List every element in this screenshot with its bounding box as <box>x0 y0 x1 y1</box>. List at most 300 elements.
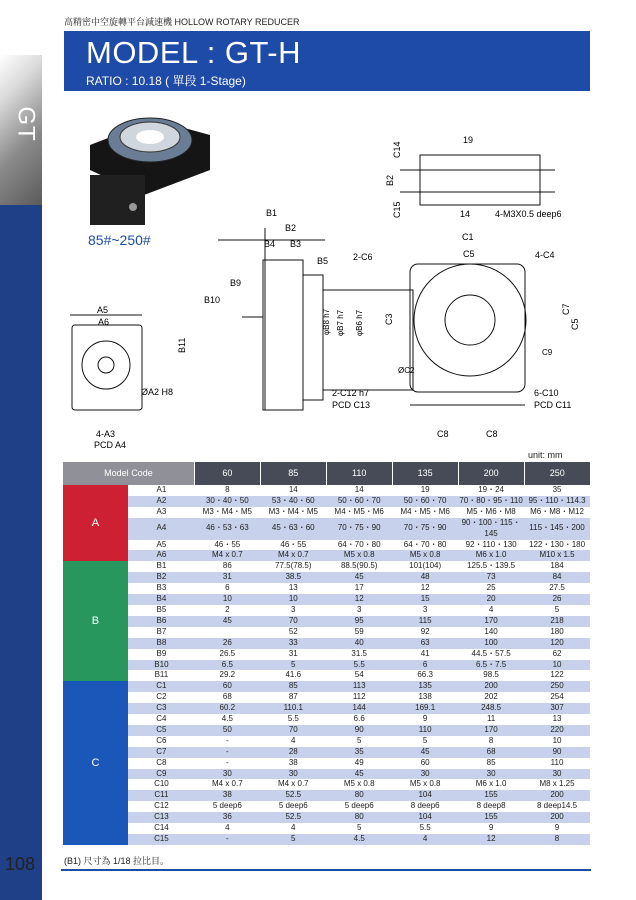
table-cell: 3 <box>326 605 392 616</box>
table-cell: 30・40・50 <box>194 496 260 507</box>
table-cell: 12 <box>326 594 392 605</box>
table-cell: 45 <box>194 616 260 627</box>
table-cell: 88.5(90.5) <box>326 561 392 572</box>
table-cell: 70・75・90 <box>392 518 458 540</box>
row-code: C12 <box>128 801 194 812</box>
table-cell: 35 <box>524 485 590 496</box>
table-cell: 2 <box>194 605 260 616</box>
table-row <box>63 572 591 583</box>
model-title: MODEL : GT-H <box>86 35 301 70</box>
table-cell: M8 x 1.25 <box>524 779 590 790</box>
table-cell: 122・130・180 <box>524 540 590 551</box>
table-cell: 38 <box>260 758 326 769</box>
table-cell: 138 <box>392 692 458 703</box>
table-cell: 4 <box>194 823 260 834</box>
table-cell: 45 <box>326 769 392 780</box>
row-code: A6 <box>128 550 194 561</box>
sidebar-blue-strip <box>0 205 42 900</box>
svg-text:19: 19 <box>463 135 474 145</box>
table-cell: 90 <box>326 725 392 736</box>
svg-text:ØC2: ØC2 <box>398 366 415 375</box>
table-cell: 30 <box>260 769 326 780</box>
row-code: B3 <box>128 583 194 594</box>
table-row <box>63 507 591 518</box>
svg-text:A5: A5 <box>97 305 109 315</box>
table-row <box>63 801 591 812</box>
row-code: A3 <box>128 507 194 518</box>
row-code: A2 <box>128 496 194 507</box>
table-cell: 26 <box>524 594 590 605</box>
svg-text:C9: C9 <box>542 348 553 357</box>
table-cell: 38.5 <box>260 572 326 583</box>
row-code: C10 <box>128 779 194 790</box>
table-cell: 26.5 <box>194 649 260 660</box>
table-cell: 135 <box>392 681 458 692</box>
svg-text:φB8 h7: φB8 h7 <box>322 308 331 335</box>
table-cell: 4 <box>392 834 458 845</box>
table-cell: 92 <box>392 627 458 638</box>
table-cell: 170 <box>458 616 524 627</box>
table-cell: 52.5 <box>260 790 326 801</box>
table-row <box>63 660 591 671</box>
column-135: 135 <box>392 462 458 485</box>
table-cell: 30 <box>194 769 260 780</box>
table-cell: 44.5・57.5 <box>458 649 524 660</box>
table-cell: - <box>194 834 260 845</box>
group-label: C <box>63 681 129 845</box>
table-row <box>63 627 591 638</box>
svg-text:PCD C11: PCD C11 <box>534 400 572 410</box>
table-cell: 40 <box>326 638 392 649</box>
table-cell: 63 <box>392 638 458 649</box>
table-cell: 70 <box>260 616 326 627</box>
table-row <box>63 583 591 594</box>
svg-text:4-C4: 4-C4 <box>535 250 555 260</box>
table-cell: 144 <box>326 703 392 714</box>
table-cell: 10 <box>524 660 590 671</box>
product-subtitle: 高精密中空旋轉平台減速機 HOLLOW ROTARY REDUCER <box>64 17 300 27</box>
table-row <box>63 747 591 758</box>
row-code: C13 <box>128 812 194 823</box>
svg-text:B9: B9 <box>230 278 242 288</box>
row-code: C8 <box>128 758 194 769</box>
row-code: C6 <box>128 736 194 747</box>
table-cell: 12 <box>392 583 458 594</box>
group-label: A <box>63 485 129 561</box>
table-cell: 70・75・90 <box>326 518 392 540</box>
column-110: 110 <box>326 462 392 485</box>
table-cell: 110.1 <box>260 703 326 714</box>
table-cell: 60.2 <box>194 703 260 714</box>
table-row <box>63 703 591 714</box>
table-row <box>63 779 591 790</box>
table-cell: 4.5 <box>194 714 260 725</box>
svg-text:B4: B4 <box>264 239 276 249</box>
table-cell: 5 <box>392 736 458 747</box>
svg-text:4-A3: 4-A3 <box>96 429 116 439</box>
svg-text:2-C6: 2-C6 <box>353 252 373 262</box>
table-row <box>63 594 591 605</box>
table-cell: 5 <box>260 660 326 671</box>
table-cell: M10 x 1.5 <box>524 550 590 561</box>
table-cell: M4 x 0.7 <box>260 779 326 790</box>
column-200: 200 <box>458 462 524 485</box>
svg-text:C14: C14 <box>392 141 402 158</box>
table-cell: 170 <box>458 725 524 736</box>
table-cell: 112 <box>326 692 392 703</box>
table-cell: 41.6 <box>260 670 326 681</box>
page-number: 108 <box>5 854 36 874</box>
table-cell: 10 <box>260 594 326 605</box>
table-cell: 84 <box>524 572 590 583</box>
row-code: B11 <box>128 670 194 681</box>
table-cell: 45・63・60 <box>260 518 326 540</box>
column-250: 250 <box>524 462 590 485</box>
row-code: B6 <box>128 616 194 627</box>
table-cell: 98.5 <box>458 670 524 681</box>
svg-text:6-C10: 6-C10 <box>534 388 559 398</box>
table-row <box>63 725 591 736</box>
table-cell: 5 <box>326 736 392 747</box>
table-cell: 38 <box>194 790 260 801</box>
table-cell: M6 x 1.0 <box>458 550 524 561</box>
table-cell: 70 <box>260 725 326 736</box>
table-row <box>63 714 591 725</box>
table-cell: 31.5 <box>326 649 392 660</box>
table-row <box>63 496 591 507</box>
table-cell: 8 deep8 <box>458 801 524 812</box>
row-code: C2 <box>128 692 194 703</box>
column-85: 85 <box>260 462 326 485</box>
table-cell: 46・55 <box>194 540 260 551</box>
table-cell: 155 <box>458 790 524 801</box>
table-cell: M5 x 0.8 <box>392 550 458 561</box>
table-cell: 95・110・114.3 <box>524 496 590 507</box>
table-cell: 50 <box>194 725 260 736</box>
table-cell: 155 <box>458 812 524 823</box>
table-cell: 53・40・60 <box>260 496 326 507</box>
table-cell: 202 <box>458 692 524 703</box>
table-cell: M4 x 0.7 <box>194 779 260 790</box>
group-label: B <box>63 561 129 681</box>
row-code: B1 <box>128 561 194 572</box>
table-cell: M5 x 0.8 <box>392 779 458 790</box>
svg-text:B11: B11 <box>177 337 187 353</box>
column-60: 60 <box>194 462 260 485</box>
table-cell: 27.5 <box>524 583 590 594</box>
table-cell: M6 x 1.0 <box>458 779 524 790</box>
table-cell: 6.5・7.5 <box>458 660 524 671</box>
table-cell: 4 <box>260 823 326 834</box>
table-cell: 31 <box>260 649 326 660</box>
table-row <box>63 823 591 834</box>
svg-text:C7: C7 <box>561 303 571 315</box>
table-cell: 5.5 <box>392 823 458 834</box>
product-illustration <box>90 118 210 225</box>
table-cell: 254 <box>524 692 590 703</box>
svg-text:4-M3X0.5 deep6: 4-M3X0.5 deep6 <box>495 209 562 219</box>
row-code: C4 <box>128 714 194 725</box>
table-cell: 3 <box>392 605 458 616</box>
table-row <box>63 812 591 823</box>
row-code: B4 <box>128 594 194 605</box>
row-code: C3 <box>128 703 194 714</box>
svg-text:C3: C3 <box>384 313 394 325</box>
ratio-label: RATIO : 10.18 ( 單段 1-Stage) <box>86 74 246 88</box>
table-cell: M3・M4・M5 <box>194 507 260 518</box>
row-code: A1 <box>128 485 194 496</box>
table-cell: 77.5(78.5) <box>260 561 326 572</box>
table-cell: 8 deep14.5 <box>524 801 590 812</box>
table-cell: 30 <box>458 769 524 780</box>
table-cell: 9 <box>524 823 590 834</box>
row-code: B5 <box>128 605 194 616</box>
table-cell: 110 <box>524 758 590 769</box>
svg-text:C5: C5 <box>463 249 475 259</box>
sidebar <box>0 0 42 900</box>
table-row <box>63 540 591 551</box>
table-cell: 17 <box>326 583 392 594</box>
table-cell: 36 <box>194 812 260 823</box>
table-cell: 68 <box>458 747 524 758</box>
table-cell: 80 <box>326 812 392 823</box>
table-cell: 10 <box>524 736 590 747</box>
table-cell: 115 <box>392 616 458 627</box>
table-cell: 5 <box>524 605 590 616</box>
table-row <box>63 769 591 780</box>
table-row <box>63 834 591 845</box>
table-cell: 5 <box>326 823 392 834</box>
table-cell: 66.3 <box>392 670 458 681</box>
table-cell: 100 <box>458 638 524 649</box>
table-cell: 64・70・80 <box>392 540 458 551</box>
table-cell: 64・70・80 <box>326 540 392 551</box>
table-cell: 60 <box>194 681 260 692</box>
table-cell: 35 <box>326 747 392 758</box>
technical-drawing <box>60 100 590 450</box>
table-cell: 85 <box>458 758 524 769</box>
table-cell: 50・60・70 <box>326 496 392 507</box>
svg-text:B5: B5 <box>317 256 329 266</box>
table-cell <box>194 627 260 638</box>
table-cell: 13 <box>260 583 326 594</box>
row-code: C1 <box>128 681 194 692</box>
table-cell: 184 <box>524 561 590 572</box>
table-cell: 250 <box>524 681 590 692</box>
table-cell: 5 deep6 <box>260 801 326 812</box>
svg-text:φB6 h7: φB6 h7 <box>355 309 364 336</box>
front-view-drawing <box>410 264 526 405</box>
table-cell: 104 <box>392 812 458 823</box>
table-cell: M5 x 0.8 <box>326 779 392 790</box>
table-cell: 45 <box>326 572 392 583</box>
table-row <box>63 649 591 660</box>
table-cell: 120 <box>524 638 590 649</box>
table-cell: 8 <box>524 834 590 845</box>
table-cell: 4 <box>260 736 326 747</box>
table-cell: M5・M6・M8 <box>458 507 524 518</box>
footer-line <box>61 869 591 871</box>
table-cell: 19 <box>392 485 458 496</box>
table-row <box>63 681 591 692</box>
svg-text:φB7 h7: φB7 h7 <box>336 309 345 336</box>
table-row <box>63 616 591 627</box>
spec-table <box>62 462 590 845</box>
table-cell: 6.6 <box>326 714 392 725</box>
row-code: C9 <box>128 769 194 780</box>
row-code: C11 <box>128 790 194 801</box>
table-cell: M5 x 0.8 <box>326 550 392 561</box>
table-cell: M4 x 0.7 <box>194 550 260 561</box>
table-row <box>63 561 591 572</box>
table-cell: M3・M4・M5 <box>260 507 326 518</box>
table-cell: 12 <box>458 834 524 845</box>
row-code: C7 <box>128 747 194 758</box>
table-cell: 30 <box>392 769 458 780</box>
footnote: (B1) 尺寸為 1/18 拉比目。 <box>64 856 170 866</box>
table-cell: 5 <box>260 834 326 845</box>
table-row <box>63 670 591 681</box>
table-cell: - <box>194 736 260 747</box>
unit-label: unit: mm <box>528 450 563 460</box>
table-cell: 200 <box>524 812 590 823</box>
table-cell: 19・24 <box>458 485 524 496</box>
table-cell: 110 <box>392 725 458 736</box>
table-cell: 90 <box>524 747 590 758</box>
table-cell: 90・100・115・145 <box>458 518 524 540</box>
svg-text:C8: C8 <box>437 429 449 439</box>
table-cell: 92・110・130 <box>458 540 524 551</box>
table-cell: 248.5 <box>458 703 524 714</box>
table-cell: 169.1 <box>392 703 458 714</box>
table-cell: 95 <box>326 616 392 627</box>
row-code: A5 <box>128 540 194 551</box>
top-view-drawing <box>400 155 555 205</box>
table-cell: 15 <box>392 594 458 605</box>
table-cell: 73 <box>458 572 524 583</box>
table-cell: 8 <box>194 485 260 496</box>
svg-text:PCD C13: PCD C13 <box>332 400 371 410</box>
svg-text:C15: C15 <box>392 201 402 218</box>
svg-text:C8: C8 <box>486 429 498 439</box>
svg-text:B3: B3 <box>290 239 302 249</box>
row-code: B9 <box>128 649 194 660</box>
svg-text:2-C12 h7: 2-C12 h7 <box>332 388 370 398</box>
svg-text:B2: B2 <box>385 174 395 186</box>
table-row <box>63 550 591 561</box>
model-header: Model <box>104 468 129 479</box>
table-header-corner <box>63 462 195 485</box>
table-cell: M4・M5・M6 <box>392 507 458 518</box>
table-cell: 113 <box>326 681 392 692</box>
size-label: 85#~250# <box>88 232 151 248</box>
table-cell: 54 <box>326 670 392 681</box>
table-cell: 5 deep6 <box>326 801 392 812</box>
table-cell: 11 <box>458 714 524 725</box>
table-cell: M6・M8・M12 <box>524 507 590 518</box>
table-cell: 86 <box>194 561 260 572</box>
svg-text:14: 14 <box>460 209 471 219</box>
table-cell: 50・60・70 <box>392 496 458 507</box>
table-row <box>63 790 591 801</box>
code-header: Code <box>131 468 153 479</box>
table-cell: 48 <box>392 572 458 583</box>
table-row <box>63 605 591 616</box>
table-cell: 4 <box>458 605 524 616</box>
table-cell: 45 <box>392 747 458 758</box>
table-cell: - <box>194 747 260 758</box>
table-cell: 5.5 <box>260 714 326 725</box>
row-code: B10 <box>128 660 194 671</box>
table-cell: 10 <box>194 594 260 605</box>
table-cell: 26 <box>194 638 260 649</box>
table-cell: 60 <box>392 758 458 769</box>
table-cell: 6 <box>392 660 458 671</box>
motor-flange-drawing <box>70 315 142 410</box>
table-cell: 31 <box>194 572 260 583</box>
table-cell: 3 <box>260 605 326 616</box>
table-cell: 49 <box>326 758 392 769</box>
table-cell: 14 <box>260 485 326 496</box>
table-cell: 8 deep6 <box>392 801 458 812</box>
table-cell: 9 <box>392 714 458 725</box>
table-cell: 122 <box>524 670 590 681</box>
table-cell: M4 x 0.7 <box>260 550 326 561</box>
table-cell: 25 <box>458 583 524 594</box>
row-code: B7 <box>128 627 194 638</box>
table-row <box>63 692 591 703</box>
table-row <box>63 638 591 649</box>
table-cell: 307 <box>524 703 590 714</box>
table-cell: 200 <box>524 790 590 801</box>
table-cell: 5.5 <box>326 660 392 671</box>
table-cell: 87 <box>260 692 326 703</box>
row-code: C5 <box>128 725 194 736</box>
table-cell: 52 <box>260 627 326 638</box>
table-cell: 14 <box>326 485 392 496</box>
table-row <box>63 518 591 540</box>
row-code: A4 <box>128 518 194 540</box>
table-cell: 70・80・95・110 <box>459 495 523 505</box>
sidebar-label: GT <box>12 106 40 142</box>
svg-text:C5: C5 <box>570 318 580 330</box>
row-code: B8 <box>128 638 194 649</box>
table-cell: 180 <box>524 627 590 638</box>
svg-text:C1: C1 <box>462 232 474 242</box>
table-cell: 80 <box>326 790 392 801</box>
table-cell: 41 <box>392 649 458 660</box>
table-cell: 125.5・139.5 <box>458 561 524 572</box>
table-cell: 46・55 <box>260 540 326 551</box>
table-cell: 85 <box>260 681 326 692</box>
table-cell: 33 <box>260 638 326 649</box>
table-row <box>63 758 591 769</box>
table-cell: 59 <box>326 627 392 638</box>
table-cell: 46・53・63 <box>194 518 260 540</box>
table-cell: M4・M5・M6 <box>326 507 392 518</box>
svg-text:B1: B1 <box>266 208 278 218</box>
table-cell: 6 <box>194 583 260 594</box>
table-cell: 29.2 <box>194 670 260 681</box>
table-cell: 62 <box>524 649 590 660</box>
table-cell: 30 <box>524 769 590 780</box>
table-row <box>63 736 591 747</box>
svg-text:ØA2 H8: ØA2 H8 <box>141 387 174 397</box>
table-cell: 5 deep6 <box>194 801 260 812</box>
row-code: C15 <box>128 834 194 845</box>
table-cell: 28 <box>260 747 326 758</box>
row-code: B2 <box>128 572 194 583</box>
